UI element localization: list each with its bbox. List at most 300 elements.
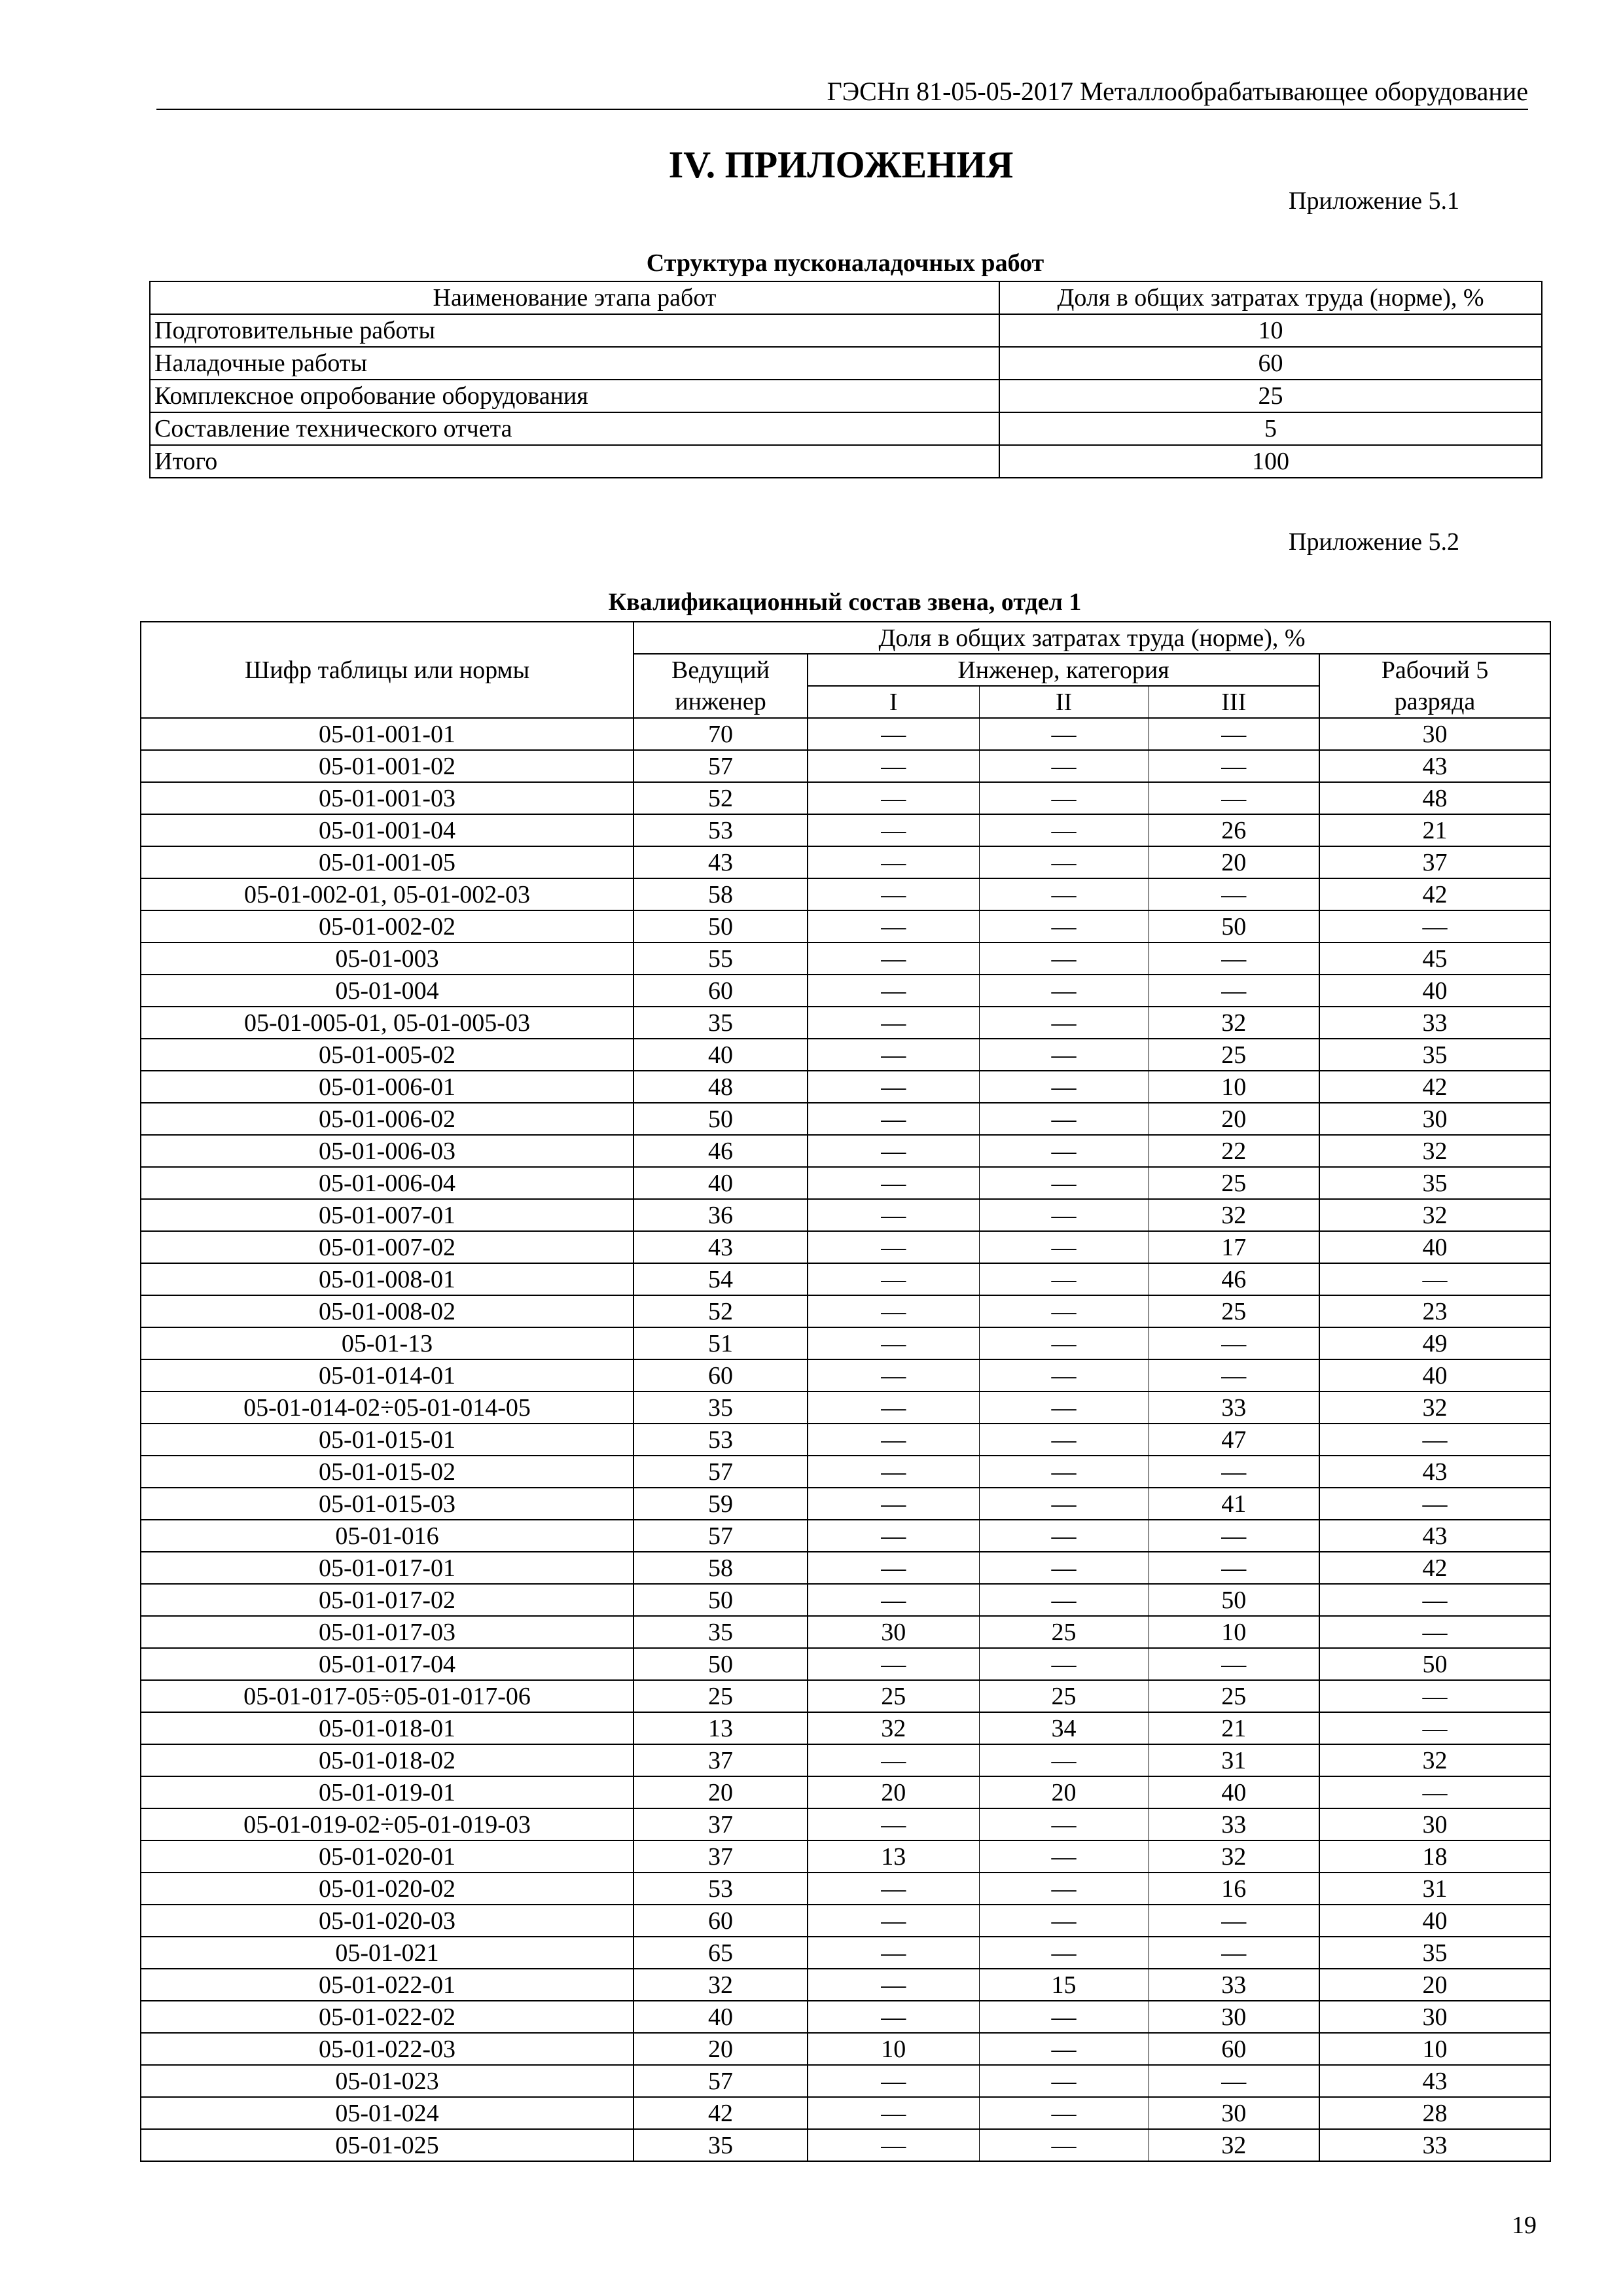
category-1-cell: —: [808, 1520, 979, 1552]
category-1-cell: —: [808, 1456, 979, 1488]
category-2-cell: —: [979, 2033, 1149, 2065]
category-2-cell: —: [979, 2129, 1149, 2161]
table-row: [141, 1616, 1550, 1648]
lead-engineer-cell: 53: [633, 814, 808, 846]
code-cell: 05-01-005-01, 05-01-005-03: [141, 1007, 633, 1039]
category-1-cell: —: [808, 1231, 979, 1263]
code-cell: 05-01-004: [141, 975, 633, 1007]
worker-cell: —: [1319, 910, 1550, 942]
category-1-cell: —: [808, 2065, 979, 2097]
table-row: [141, 1295, 1550, 1327]
category-2-cell: —: [979, 1231, 1149, 1263]
lead-engineer-cell: 52: [633, 1295, 808, 1327]
category-1-cell: —: [808, 1103, 979, 1135]
category-2-cell: —: [979, 942, 1149, 975]
table-row: [141, 1937, 1550, 1969]
lead-engineer-cell: 42: [633, 2097, 808, 2129]
table-row: [141, 1969, 1550, 2001]
column-header-stage: Наименование этапа работ: [150, 281, 999, 314]
column-header-lead-engineer: Ведущий: [633, 654, 808, 686]
table-row: [150, 445, 1542, 478]
table-row: [141, 782, 1550, 814]
column-header-share: Доля в общих затратах труда (норме), %: [999, 281, 1542, 314]
table-row: [141, 1905, 1550, 1937]
lead-engineer-cell: 50: [633, 1584, 808, 1616]
stage-name-cell: Составление технического отчета: [150, 412, 999, 445]
category-1-cell: —: [808, 1584, 979, 1616]
category-1-cell: —: [808, 1263, 979, 1295]
category-1-cell: —: [808, 2097, 979, 2129]
category-2-cell: —: [979, 1456, 1149, 1488]
share-cell: 5: [999, 412, 1542, 445]
category-3-cell: 20: [1149, 1103, 1319, 1135]
category-1-cell: —: [808, 1808, 979, 1840]
share-cell: 10: [999, 314, 1542, 347]
lead-engineer-cell: 57: [633, 2065, 808, 2097]
category-2-cell: —: [979, 1873, 1149, 1905]
lead-engineer-cell: 50: [633, 1648, 808, 1680]
stage-name-cell: Наладочные работы: [150, 347, 999, 380]
table-row: [141, 814, 1550, 846]
table-row: [150, 380, 1542, 412]
table-row: [141, 1263, 1550, 1295]
code-cell: 05-01-017-02: [141, 1584, 633, 1616]
table-row: [141, 846, 1550, 878]
category-2-cell: —: [979, 975, 1149, 1007]
category-2-cell: —: [979, 2065, 1149, 2097]
category-3-cell: —: [1149, 718, 1319, 750]
category-1-cell: 13: [808, 1840, 979, 1873]
table-row: [150, 347, 1542, 380]
column-header-category-1: I: [808, 686, 979, 718]
table-row: [141, 1359, 1550, 1391]
category-3-cell: 31: [1149, 1744, 1319, 1776]
category-3-cell: 33: [1149, 1391, 1319, 1424]
worker-cell: 28: [1319, 2097, 1550, 2129]
lead-engineer-cell: 25: [633, 1680, 808, 1712]
worker-cell: —: [1319, 1616, 1550, 1648]
column-header-category-2: II: [979, 686, 1149, 718]
category-3-cell: 25: [1149, 1680, 1319, 1712]
code-cell: 05-01-006-04: [141, 1167, 633, 1199]
table-row: [141, 1520, 1550, 1552]
lead-engineer-cell: 50: [633, 1103, 808, 1135]
lead-engineer-cell: 60: [633, 975, 808, 1007]
lead-engineer-cell: 53: [633, 1424, 808, 1456]
worker-cell: 18: [1319, 1840, 1550, 1873]
page-number: 19: [1512, 2212, 1537, 2239]
table-row: [141, 1231, 1550, 1263]
category-3-cell: 20: [1149, 846, 1319, 878]
table-row: [141, 1039, 1550, 1071]
lead-engineer-cell: 37: [633, 1840, 808, 1873]
category-3-cell: 32: [1149, 1007, 1319, 1039]
category-2-cell: —: [979, 1552, 1149, 1584]
lead-engineer-cell: 20: [633, 2033, 808, 2065]
table-row: [141, 1584, 1550, 1616]
code-cell: 05-01-018-02: [141, 1744, 633, 1776]
table-row: [141, 718, 1550, 750]
lead-engineer-cell: 43: [633, 846, 808, 878]
column-header-engineer-category: Инженер, категория: [808, 654, 1319, 686]
qualification-table: [140, 621, 1551, 2162]
category-1-cell: —: [808, 975, 979, 1007]
category-3-cell: 50: [1149, 910, 1319, 942]
lead-engineer-cell: 58: [633, 1552, 808, 1584]
category-2-cell: —: [979, 1199, 1149, 1231]
category-2-cell: —: [979, 2001, 1149, 2033]
worker-cell: 50: [1319, 1648, 1550, 1680]
table-row: [141, 1424, 1550, 1456]
code-cell: 05-01-021: [141, 1937, 633, 1969]
category-1-cell: —: [808, 910, 979, 942]
stage-name-cell: Комплексное опробование оборудования: [150, 380, 999, 412]
category-2-cell: —: [979, 1263, 1149, 1295]
table-row: [141, 975, 1550, 1007]
worker-cell: 42: [1319, 878, 1550, 910]
category-2-cell: —: [979, 910, 1149, 942]
code-cell: 05-01-015-03: [141, 1488, 633, 1520]
category-2-cell: —: [979, 1327, 1149, 1359]
category-1-cell: —: [808, 1905, 979, 1937]
code-cell: 05-01-006-01: [141, 1071, 633, 1103]
category-2-cell: —: [979, 1905, 1149, 1937]
lead-engineer-cell: 60: [633, 1905, 808, 1937]
column-header-worker: Рабочий 5: [1319, 654, 1550, 686]
column-header-worker-2: разряда: [1319, 686, 1550, 718]
table-row: [141, 2065, 1550, 2097]
category-1-cell: —: [808, 1295, 979, 1327]
table-row: [141, 2001, 1550, 2033]
code-cell: 05-01-019-02÷05-01-019-03: [141, 1808, 633, 1840]
category-3-cell: 10: [1149, 1616, 1319, 1648]
table-row: [150, 412, 1542, 445]
table-row: [141, 1488, 1550, 1520]
code-cell: 05-01-003: [141, 942, 633, 975]
category-3-cell: 25: [1149, 1167, 1319, 1199]
category-3-cell: —: [1149, 1359, 1319, 1391]
lead-engineer-cell: 46: [633, 1135, 808, 1167]
category-1-cell: —: [808, 1648, 979, 1680]
table-header-row: [150, 281, 1542, 314]
code-cell: 05-01-020-01: [141, 1840, 633, 1873]
lead-engineer-cell: 35: [633, 2129, 808, 2161]
category-2-cell: —: [979, 1520, 1149, 1552]
worker-cell: 37: [1319, 846, 1550, 878]
table-row: [141, 2129, 1550, 2161]
category-1-cell: —: [808, 1391, 979, 1424]
category-2-cell: —: [979, 782, 1149, 814]
table-caption-structure: Структура пусконаладочных работ: [646, 249, 1044, 277]
table-row: [141, 1712, 1550, 1744]
worker-cell: 10: [1319, 2033, 1550, 2065]
worker-cell: —: [1319, 1263, 1550, 1295]
category-3-cell: 40: [1149, 1776, 1319, 1808]
category-3-cell: 41: [1149, 1488, 1319, 1520]
category-3-cell: 32: [1149, 1840, 1319, 1873]
code-cell: 05-01-022-01: [141, 1969, 633, 2001]
section-title: IV. ПРИЛОЖЕНИЯ: [668, 143, 1014, 186]
worker-cell: —: [1319, 1488, 1550, 1520]
worker-cell: 48: [1319, 782, 1550, 814]
category-3-cell: 46: [1149, 1263, 1319, 1295]
code-cell: 05-01-020-03: [141, 1905, 633, 1937]
lead-engineer-cell: 35: [633, 1007, 808, 1039]
category-3-cell: 25: [1149, 1295, 1319, 1327]
category-3-cell: 32: [1149, 2129, 1319, 2161]
worker-cell: 23: [1319, 1295, 1550, 1327]
worker-cell: 40: [1319, 975, 1550, 1007]
worker-cell: 45: [1319, 942, 1550, 975]
worker-cell: —: [1319, 1424, 1550, 1456]
lead-engineer-cell: 57: [633, 1520, 808, 1552]
category-1-cell: —: [808, 2001, 979, 2033]
worker-cell: —: [1319, 1712, 1550, 1744]
table-row: [141, 750, 1550, 782]
category-2-cell: —: [979, 1135, 1149, 1167]
code-cell: 05-01-001-01: [141, 718, 633, 750]
category-1-cell: —: [808, 2129, 979, 2161]
code-cell: 05-01-017-01: [141, 1552, 633, 1584]
category-3-cell: 30: [1149, 2097, 1319, 2129]
worker-cell: —: [1319, 1680, 1550, 1712]
table-row: [141, 1776, 1550, 1808]
lead-engineer-cell: 40: [633, 1039, 808, 1071]
appendix-label-5-2: Приложение 5.2: [1289, 528, 1459, 556]
code-cell: 05-01-014-01: [141, 1359, 633, 1391]
category-3-cell: —: [1149, 942, 1319, 975]
category-1-cell: —: [808, 1969, 979, 2001]
category-2-cell: —: [979, 718, 1149, 750]
table-row: [141, 1808, 1550, 1840]
table-row: [141, 1071, 1550, 1103]
code-cell: 05-01-023: [141, 2065, 633, 2097]
code-cell: 05-01-024: [141, 2097, 633, 2129]
category-3-cell: —: [1149, 1648, 1319, 1680]
lead-engineer-cell: 50: [633, 910, 808, 942]
category-2-cell: —: [979, 1584, 1149, 1616]
stage-name-cell: Итого: [150, 445, 999, 478]
table-row: [150, 314, 1542, 347]
category-2-cell: —: [979, 1167, 1149, 1199]
category-3-cell: 21: [1149, 1712, 1319, 1744]
lead-engineer-cell: 53: [633, 1873, 808, 1905]
category-2-cell: —: [979, 1840, 1149, 1873]
worker-cell: 30: [1319, 2001, 1550, 2033]
lead-engineer-cell: 55: [633, 942, 808, 975]
share-cell: 25: [999, 380, 1542, 412]
worker-cell: 42: [1319, 1552, 1550, 1584]
category-1-cell: —: [808, 1552, 979, 1584]
table-row: [141, 1199, 1550, 1231]
worker-cell: 42: [1319, 1071, 1550, 1103]
lead-engineer-cell: 57: [633, 750, 808, 782]
category-1-cell: 10: [808, 2033, 979, 2065]
category-3-cell: 33: [1149, 1808, 1319, 1840]
code-cell: 05-01-014-02÷05-01-014-05: [141, 1391, 633, 1424]
table-row: [141, 910, 1550, 942]
category-2-cell: —: [979, 750, 1149, 782]
table-row: [141, 1167, 1550, 1199]
category-1-cell: —: [808, 1359, 979, 1391]
worker-cell: 43: [1319, 1520, 1550, 1552]
category-3-cell: 25: [1149, 1039, 1319, 1071]
worker-cell: 32: [1319, 1135, 1550, 1167]
lead-engineer-cell: 37: [633, 1808, 808, 1840]
worker-cell: 32: [1319, 1391, 1550, 1424]
lead-engineer-cell: 43: [633, 1231, 808, 1263]
worker-cell: 30: [1319, 1808, 1550, 1840]
code-cell: 05-01-015-02: [141, 1456, 633, 1488]
code-cell: 05-01-007-01: [141, 1199, 633, 1231]
code-cell: 05-01-017-03: [141, 1616, 633, 1648]
worker-cell: 35: [1319, 1167, 1550, 1199]
category-1-cell: 25: [808, 1680, 979, 1712]
category-2-cell: —: [979, 1359, 1149, 1391]
category-1-cell: —: [808, 846, 979, 878]
category-1-cell: —: [808, 1488, 979, 1520]
column-header-category-3: III: [1149, 686, 1319, 718]
table-row: [141, 1103, 1550, 1135]
table-row: [141, 1552, 1550, 1584]
share-cell: 60: [999, 347, 1542, 380]
category-1-cell: 32: [808, 1712, 979, 1744]
category-3-cell: 16: [1149, 1873, 1319, 1905]
category-1-cell: —: [808, 1167, 979, 1199]
code-cell: 05-01-006-03: [141, 1135, 633, 1167]
category-2-cell: —: [979, 1071, 1149, 1103]
category-3-cell: —: [1149, 2065, 1319, 2097]
category-1-cell: —: [808, 1007, 979, 1039]
lead-engineer-cell: 32: [633, 1969, 808, 2001]
category-1-cell: —: [808, 878, 979, 910]
worker-cell: 33: [1319, 1007, 1550, 1039]
code-cell: 05-01-001-02: [141, 750, 633, 782]
category-3-cell: —: [1149, 878, 1319, 910]
category-2-cell: 20: [979, 1776, 1149, 1808]
category-2-cell: —: [979, 1424, 1149, 1456]
lead-engineer-cell: 54: [633, 1263, 808, 1295]
table-row: [141, 1680, 1550, 1712]
lead-engineer-cell: 52: [633, 782, 808, 814]
lead-engineer-cell: 37: [633, 1744, 808, 1776]
lead-engineer-cell: 60: [633, 1359, 808, 1391]
category-1-cell: —: [808, 718, 979, 750]
category-2-cell: —: [979, 1744, 1149, 1776]
code-cell: 05-01-13: [141, 1327, 633, 1359]
stage-name-cell: Подготовительные работы: [150, 314, 999, 347]
table-caption-qualification: Квалификационный состав звена, отдел 1: [608, 588, 1082, 616]
category-3-cell: 17: [1149, 1231, 1319, 1263]
category-3-cell: 22: [1149, 1135, 1319, 1167]
code-cell: 05-01-022-02: [141, 2001, 633, 2033]
code-cell: 05-01-017-05÷05-01-017-06: [141, 1680, 633, 1712]
table-row: [141, 1007, 1550, 1039]
category-2-cell: —: [979, 1488, 1149, 1520]
category-2-cell: —: [979, 1103, 1149, 1135]
code-cell: 05-01-015-01: [141, 1424, 633, 1456]
table-row: [141, 2097, 1550, 2129]
code-cell: 05-01-005-02: [141, 1039, 633, 1071]
category-3-cell: 60: [1149, 2033, 1319, 2065]
category-2-cell: —: [979, 878, 1149, 910]
worker-cell: 32: [1319, 1199, 1550, 1231]
code-cell: 05-01-001-04: [141, 814, 633, 846]
worker-cell: 43: [1319, 2065, 1550, 2097]
category-2-cell: —: [979, 1295, 1149, 1327]
category-1-cell: 30: [808, 1616, 979, 1648]
category-3-cell: 50: [1149, 1584, 1319, 1616]
code-cell: 05-01-018-01: [141, 1712, 633, 1744]
category-3-cell: —: [1149, 975, 1319, 1007]
table-row: [141, 1744, 1550, 1776]
worker-cell: 40: [1319, 1231, 1550, 1263]
category-3-cell: —: [1149, 1520, 1319, 1552]
lead-engineer-cell: 40: [633, 2001, 808, 2033]
header-divider: [156, 109, 1528, 110]
lead-engineer-cell: 35: [633, 1391, 808, 1424]
category-1-cell: 20: [808, 1776, 979, 1808]
category-1-cell: —: [808, 1071, 979, 1103]
worker-cell: 30: [1319, 718, 1550, 750]
category-1-cell: —: [808, 782, 979, 814]
lead-engineer-cell: 36: [633, 1199, 808, 1231]
category-2-cell: 25: [979, 1680, 1149, 1712]
category-2-cell: 25: [979, 1616, 1149, 1648]
worker-cell: —: [1319, 1776, 1550, 1808]
lead-engineer-cell: 40: [633, 1167, 808, 1199]
category-3-cell: 10: [1149, 1071, 1319, 1103]
table-row: [141, 1873, 1550, 1905]
code-cell: 05-01-008-02: [141, 1295, 633, 1327]
category-3-cell: —: [1149, 750, 1319, 782]
table-row: [141, 942, 1550, 975]
table-row: [141, 1840, 1550, 1873]
category-1-cell: —: [808, 1199, 979, 1231]
code-cell: 05-01-001-03: [141, 782, 633, 814]
category-2-cell: —: [979, 2097, 1149, 2129]
worker-cell: 43: [1319, 750, 1550, 782]
lead-engineer-cell: 35: [633, 1616, 808, 1648]
code-cell: 05-01-019-01: [141, 1776, 633, 1808]
category-1-cell: —: [808, 1873, 979, 1905]
lead-engineer-cell: 13: [633, 1712, 808, 1744]
category-2-cell: —: [979, 846, 1149, 878]
commissioning-structure-table: [149, 281, 1543, 478]
category-3-cell: —: [1149, 1905, 1319, 1937]
code-cell: 05-01-001-05: [141, 846, 633, 878]
category-1-cell: —: [808, 1744, 979, 1776]
lead-engineer-cell: 70: [633, 718, 808, 750]
table-row: [141, 1135, 1550, 1167]
category-3-cell: 47: [1149, 1424, 1319, 1456]
worker-cell: 20: [1319, 1969, 1550, 2001]
category-3-cell: 33: [1149, 1969, 1319, 2001]
category-3-cell: —: [1149, 1937, 1319, 1969]
category-3-cell: —: [1149, 1552, 1319, 1584]
code-cell: 05-01-007-02: [141, 1231, 633, 1263]
category-1-cell: —: [808, 1327, 979, 1359]
lead-engineer-cell: 48: [633, 1071, 808, 1103]
code-cell: 05-01-017-04: [141, 1648, 633, 1680]
table-row: [141, 878, 1550, 910]
category-2-cell: —: [979, 814, 1149, 846]
lead-engineer-cell: 58: [633, 878, 808, 910]
category-3-cell: 26: [1149, 814, 1319, 846]
worker-cell: 30: [1319, 1103, 1550, 1135]
appendix-label-5-1: Приложение 5.1: [1289, 187, 1459, 215]
worker-cell: 43: [1319, 1456, 1550, 1488]
